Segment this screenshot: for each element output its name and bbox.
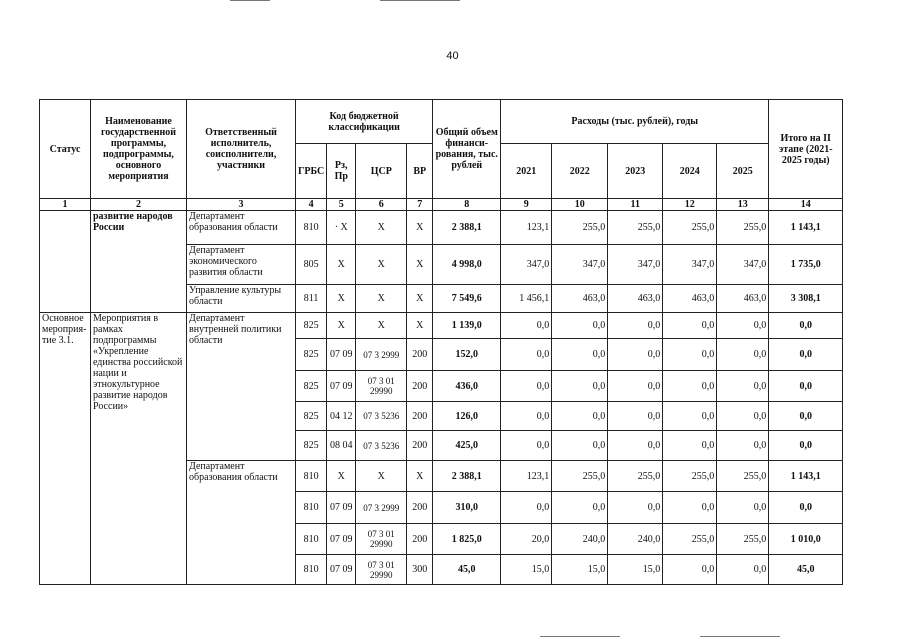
year-value-cell: 255,0 — [608, 461, 663, 492]
year-value-cell: 123,1 — [501, 461, 552, 492]
year-value-cell: 240,0 — [552, 524, 608, 555]
executor-cell: Департамент экономического развития области — [187, 245, 296, 285]
year-value-cell: 0,0 — [552, 431, 608, 461]
status-cell — [40, 211, 91, 313]
budget-table — [39, 99, 843, 585]
year-value-cell: 0,0 — [552, 402, 608, 431]
header-row-1 — [40, 100, 843, 144]
status-cell: Основное мероприя-тие 3.1. — [40, 313, 91, 585]
rz-cell: · Х — [327, 211, 356, 245]
year-value-cell: 255,0 — [608, 211, 663, 245]
year-value-cell: 255,0 — [552, 461, 608, 492]
year-value-cell: 0,0 — [608, 431, 663, 461]
csr-cell: 07 3 01 29990 — [356, 371, 407, 402]
year-value-cell: 347,0 — [663, 245, 717, 285]
header-year: 2025 — [717, 144, 769, 199]
column-number: 5 — [327, 199, 356, 211]
stage-total-cell: 0,0 — [769, 339, 843, 371]
header-budget-code: Код бюджетной классификации — [296, 100, 433, 144]
column-number: 14 — [769, 199, 843, 211]
column-number: 11 — [608, 199, 663, 211]
grbs-cell: 825 — [296, 339, 327, 371]
vr-cell: 300 — [407, 555, 433, 585]
year-value-cell: 15,0 — [552, 555, 608, 585]
column-number: 12 — [663, 199, 717, 211]
total-cell: 425,0 — [433, 431, 501, 461]
rz-cell: 07 09 — [327, 492, 356, 524]
header-year: 2023 — [608, 144, 663, 199]
grbs-cell: 805 — [296, 245, 327, 285]
executor-cell: Департамент образования области — [187, 461, 296, 585]
total-cell: 1 139,0 — [433, 313, 501, 339]
column-number: 4 — [296, 199, 327, 211]
year-value-cell: 0,0 — [608, 371, 663, 402]
rz-cell: 07 09 — [327, 371, 356, 402]
grbs-cell: 810 — [296, 492, 327, 524]
csr-cell: 07 3 5236 — [356, 402, 407, 431]
year-value-cell: 255,0 — [663, 524, 717, 555]
csr-cell: 07 3 01 29990 — [356, 524, 407, 555]
rz-cell: 07 09 — [327, 339, 356, 371]
year-value-cell: 15,0 — [501, 555, 552, 585]
vr-cell: 200 — [407, 524, 433, 555]
stage-total-cell: 1 143,1 — [769, 461, 843, 492]
year-value-cell: 0,0 — [717, 313, 769, 339]
year-value-cell: 0,0 — [501, 371, 552, 402]
vr-cell: Х — [407, 245, 433, 285]
header-year: 2022 — [552, 144, 608, 199]
vr-cell: 200 — [407, 371, 433, 402]
year-value-cell: 0,0 — [501, 402, 552, 431]
year-value-cell: 240,0 — [608, 524, 663, 555]
year-value-cell: 255,0 — [663, 461, 717, 492]
csr-cell: 07 3 2999 — [356, 492, 407, 524]
csr-cell: Х — [356, 313, 407, 339]
year-value-cell: 463,0 — [552, 285, 608, 313]
rz-cell: Х — [327, 245, 356, 285]
total-cell: 2 388,1 — [433, 461, 501, 492]
total-cell: 4 998,0 — [433, 245, 501, 285]
year-value-cell: 0,0 — [608, 339, 663, 371]
scan-artifact-line — [230, 0, 270, 1]
year-value-cell: 0,0 — [608, 402, 663, 431]
column-number: 3 — [187, 199, 296, 211]
stage-total-cell: 3 308,1 — [769, 285, 843, 313]
scan-artifact-line — [380, 0, 460, 1]
column-number: 8 — [433, 199, 501, 211]
year-value-cell: 0,0 — [608, 313, 663, 339]
year-value-cell: 0,0 — [663, 555, 717, 585]
total-cell: 45,0 — [433, 555, 501, 585]
year-value-cell: 0,0 — [663, 492, 717, 524]
scan-artifact-line — [540, 636, 620, 637]
program-name-cell: развитие народов России — [91, 211, 187, 313]
column-number: 1 — [40, 199, 91, 211]
year-value-cell: 347,0 — [501, 245, 552, 285]
year-value-cell: 0,0 — [717, 492, 769, 524]
year-value-cell: 0,0 — [552, 371, 608, 402]
csr-cell: Х — [356, 285, 407, 313]
column-number: 6 — [356, 199, 407, 211]
header-vr: ВР — [407, 144, 433, 199]
year-value-cell: 347,0 — [608, 245, 663, 285]
grbs-cell: 825 — [296, 402, 327, 431]
rz-cell: 07 09 — [327, 555, 356, 585]
stage-total-cell: 1 143,1 — [769, 211, 843, 245]
total-cell: 7 549,6 — [433, 285, 501, 313]
year-value-cell: 255,0 — [717, 524, 769, 555]
stage-total-cell: 45,0 — [769, 555, 843, 585]
year-value-cell: 347,0 — [717, 245, 769, 285]
header-rz: Рз, Пр — [327, 144, 356, 199]
column-number: 2 — [91, 199, 187, 211]
stage-total-cell: 1 010,0 — [769, 524, 843, 555]
column-number: 13 — [717, 199, 769, 211]
year-value-cell: 0,0 — [717, 402, 769, 431]
csr-cell: 07 3 01 29990 — [356, 555, 407, 585]
year-value-cell: 463,0 — [608, 285, 663, 313]
header-grbs: ГРБС — [296, 144, 327, 199]
rz-cell: 08 04 — [327, 431, 356, 461]
year-value-cell: 0,0 — [501, 339, 552, 371]
year-value-cell: 0,0 — [717, 339, 769, 371]
grbs-cell: 810 — [296, 461, 327, 492]
vr-cell: 200 — [407, 402, 433, 431]
year-value-cell: 0,0 — [608, 492, 663, 524]
year-value-cell: 0,0 — [552, 313, 608, 339]
year-value-cell: 255,0 — [552, 211, 608, 245]
vr-cell: 200 — [407, 339, 433, 371]
vr-cell: Х — [407, 211, 433, 245]
header-expenses: Расходы (тыс. рублей), годы — [501, 100, 769, 144]
year-value-cell: 0,0 — [663, 431, 717, 461]
header-executor: Ответственный исполнитель, соисполнители, участники — [187, 100, 296, 199]
stage-total-cell: 0,0 — [769, 492, 843, 524]
year-value-cell: 0,0 — [663, 339, 717, 371]
executor-cell: Управление культуры области — [187, 285, 296, 313]
year-value-cell: 20,0 — [501, 524, 552, 555]
header-name: Наименование государственной программы, подпрограммы, основного мероприятия — [91, 100, 187, 199]
header-year: 2024 — [663, 144, 717, 199]
header-total: Общий объем финанси-рования, тыс. рублей — [433, 100, 501, 199]
total-cell: 436,0 — [433, 371, 501, 402]
year-value-cell: 347,0 — [552, 245, 608, 285]
csr-cell: 07 3 5236 — [356, 431, 407, 461]
year-value-cell: 0,0 — [717, 431, 769, 461]
grbs-cell: 810 — [296, 524, 327, 555]
column-number: 9 — [501, 199, 552, 211]
year-value-cell: 463,0 — [717, 285, 769, 313]
stage-total-cell: 1 735,0 — [769, 245, 843, 285]
column-number: 7 — [407, 199, 433, 211]
year-value-cell: 0,0 — [663, 371, 717, 402]
grbs-cell: 825 — [296, 371, 327, 402]
stage-total-cell: 0,0 — [769, 431, 843, 461]
year-value-cell: 463,0 — [663, 285, 717, 313]
year-value-cell: 123,1 — [501, 211, 552, 245]
total-cell: 1 825,0 — [433, 524, 501, 555]
scan-artifact-line — [700, 636, 780, 637]
vr-cell: 200 — [407, 492, 433, 524]
stage-total-cell: 0,0 — [769, 313, 843, 339]
header-csr: ЦСР — [356, 144, 407, 199]
total-cell: 126,0 — [433, 402, 501, 431]
rz-cell: Х — [327, 285, 356, 313]
rz-cell: 07 09 — [327, 524, 356, 555]
rz-cell: Х — [327, 461, 356, 492]
vr-cell: Х — [407, 285, 433, 313]
year-value-cell: 255,0 — [717, 461, 769, 492]
vr-cell: 200 — [407, 431, 433, 461]
csr-cell: 07 3 2999 — [356, 339, 407, 371]
rz-cell: Х — [327, 313, 356, 339]
stage-total-cell: 0,0 — [769, 402, 843, 431]
year-value-cell: 0,0 — [501, 313, 552, 339]
page-number: 40 — [446, 50, 459, 62]
year-value-cell: 0,0 — [663, 313, 717, 339]
table-row — [40, 313, 843, 339]
total-cell: 310,0 — [433, 492, 501, 524]
stage-total-cell: 0,0 — [769, 371, 843, 402]
csr-cell: Х — [356, 461, 407, 492]
year-value-cell: 0,0 — [552, 339, 608, 371]
grbs-cell: 810 — [296, 211, 327, 245]
year-value-cell: 0,0 — [717, 371, 769, 402]
header-year: 2021 — [501, 144, 552, 199]
vr-cell: Х — [407, 313, 433, 339]
total-cell: 2 388,1 — [433, 211, 501, 245]
year-value-cell: 255,0 — [717, 211, 769, 245]
rz-cell: 04 12 — [327, 402, 356, 431]
year-value-cell: 0,0 — [501, 492, 552, 524]
year-value-cell: 15,0 — [608, 555, 663, 585]
year-value-cell: 255,0 — [663, 211, 717, 245]
grbs-cell: 825 — [296, 313, 327, 339]
year-value-cell: 1 456,1 — [501, 285, 552, 313]
table-row — [40, 211, 843, 245]
grbs-cell: 810 — [296, 555, 327, 585]
program-name-cell: Мероприятия в рамках подпрограммы «Укрепление единства российской нации и этнокультурное развитие народов России» — [91, 313, 187, 585]
total-cell: 152,0 — [433, 339, 501, 371]
column-number-row — [40, 199, 843, 211]
year-value-cell: 0,0 — [552, 492, 608, 524]
csr-cell: Х — [356, 245, 407, 285]
vr-cell: Х — [407, 461, 433, 492]
year-value-cell: 0,0 — [501, 431, 552, 461]
executor-cell: Департамент образования области — [187, 211, 296, 245]
csr-cell: Х — [356, 211, 407, 245]
year-value-cell: 0,0 — [717, 555, 769, 585]
header-stage-total: Итого на II этапе (2021-2025 годы) — [769, 100, 843, 199]
executor-cell: Департамент внутренней политики области — [187, 313, 296, 461]
column-number: 10 — [552, 199, 608, 211]
grbs-cell: 825 — [296, 431, 327, 461]
year-value-cell: 0,0 — [663, 402, 717, 431]
grbs-cell: 811 — [296, 285, 327, 313]
header-status: Статус — [40, 100, 91, 199]
